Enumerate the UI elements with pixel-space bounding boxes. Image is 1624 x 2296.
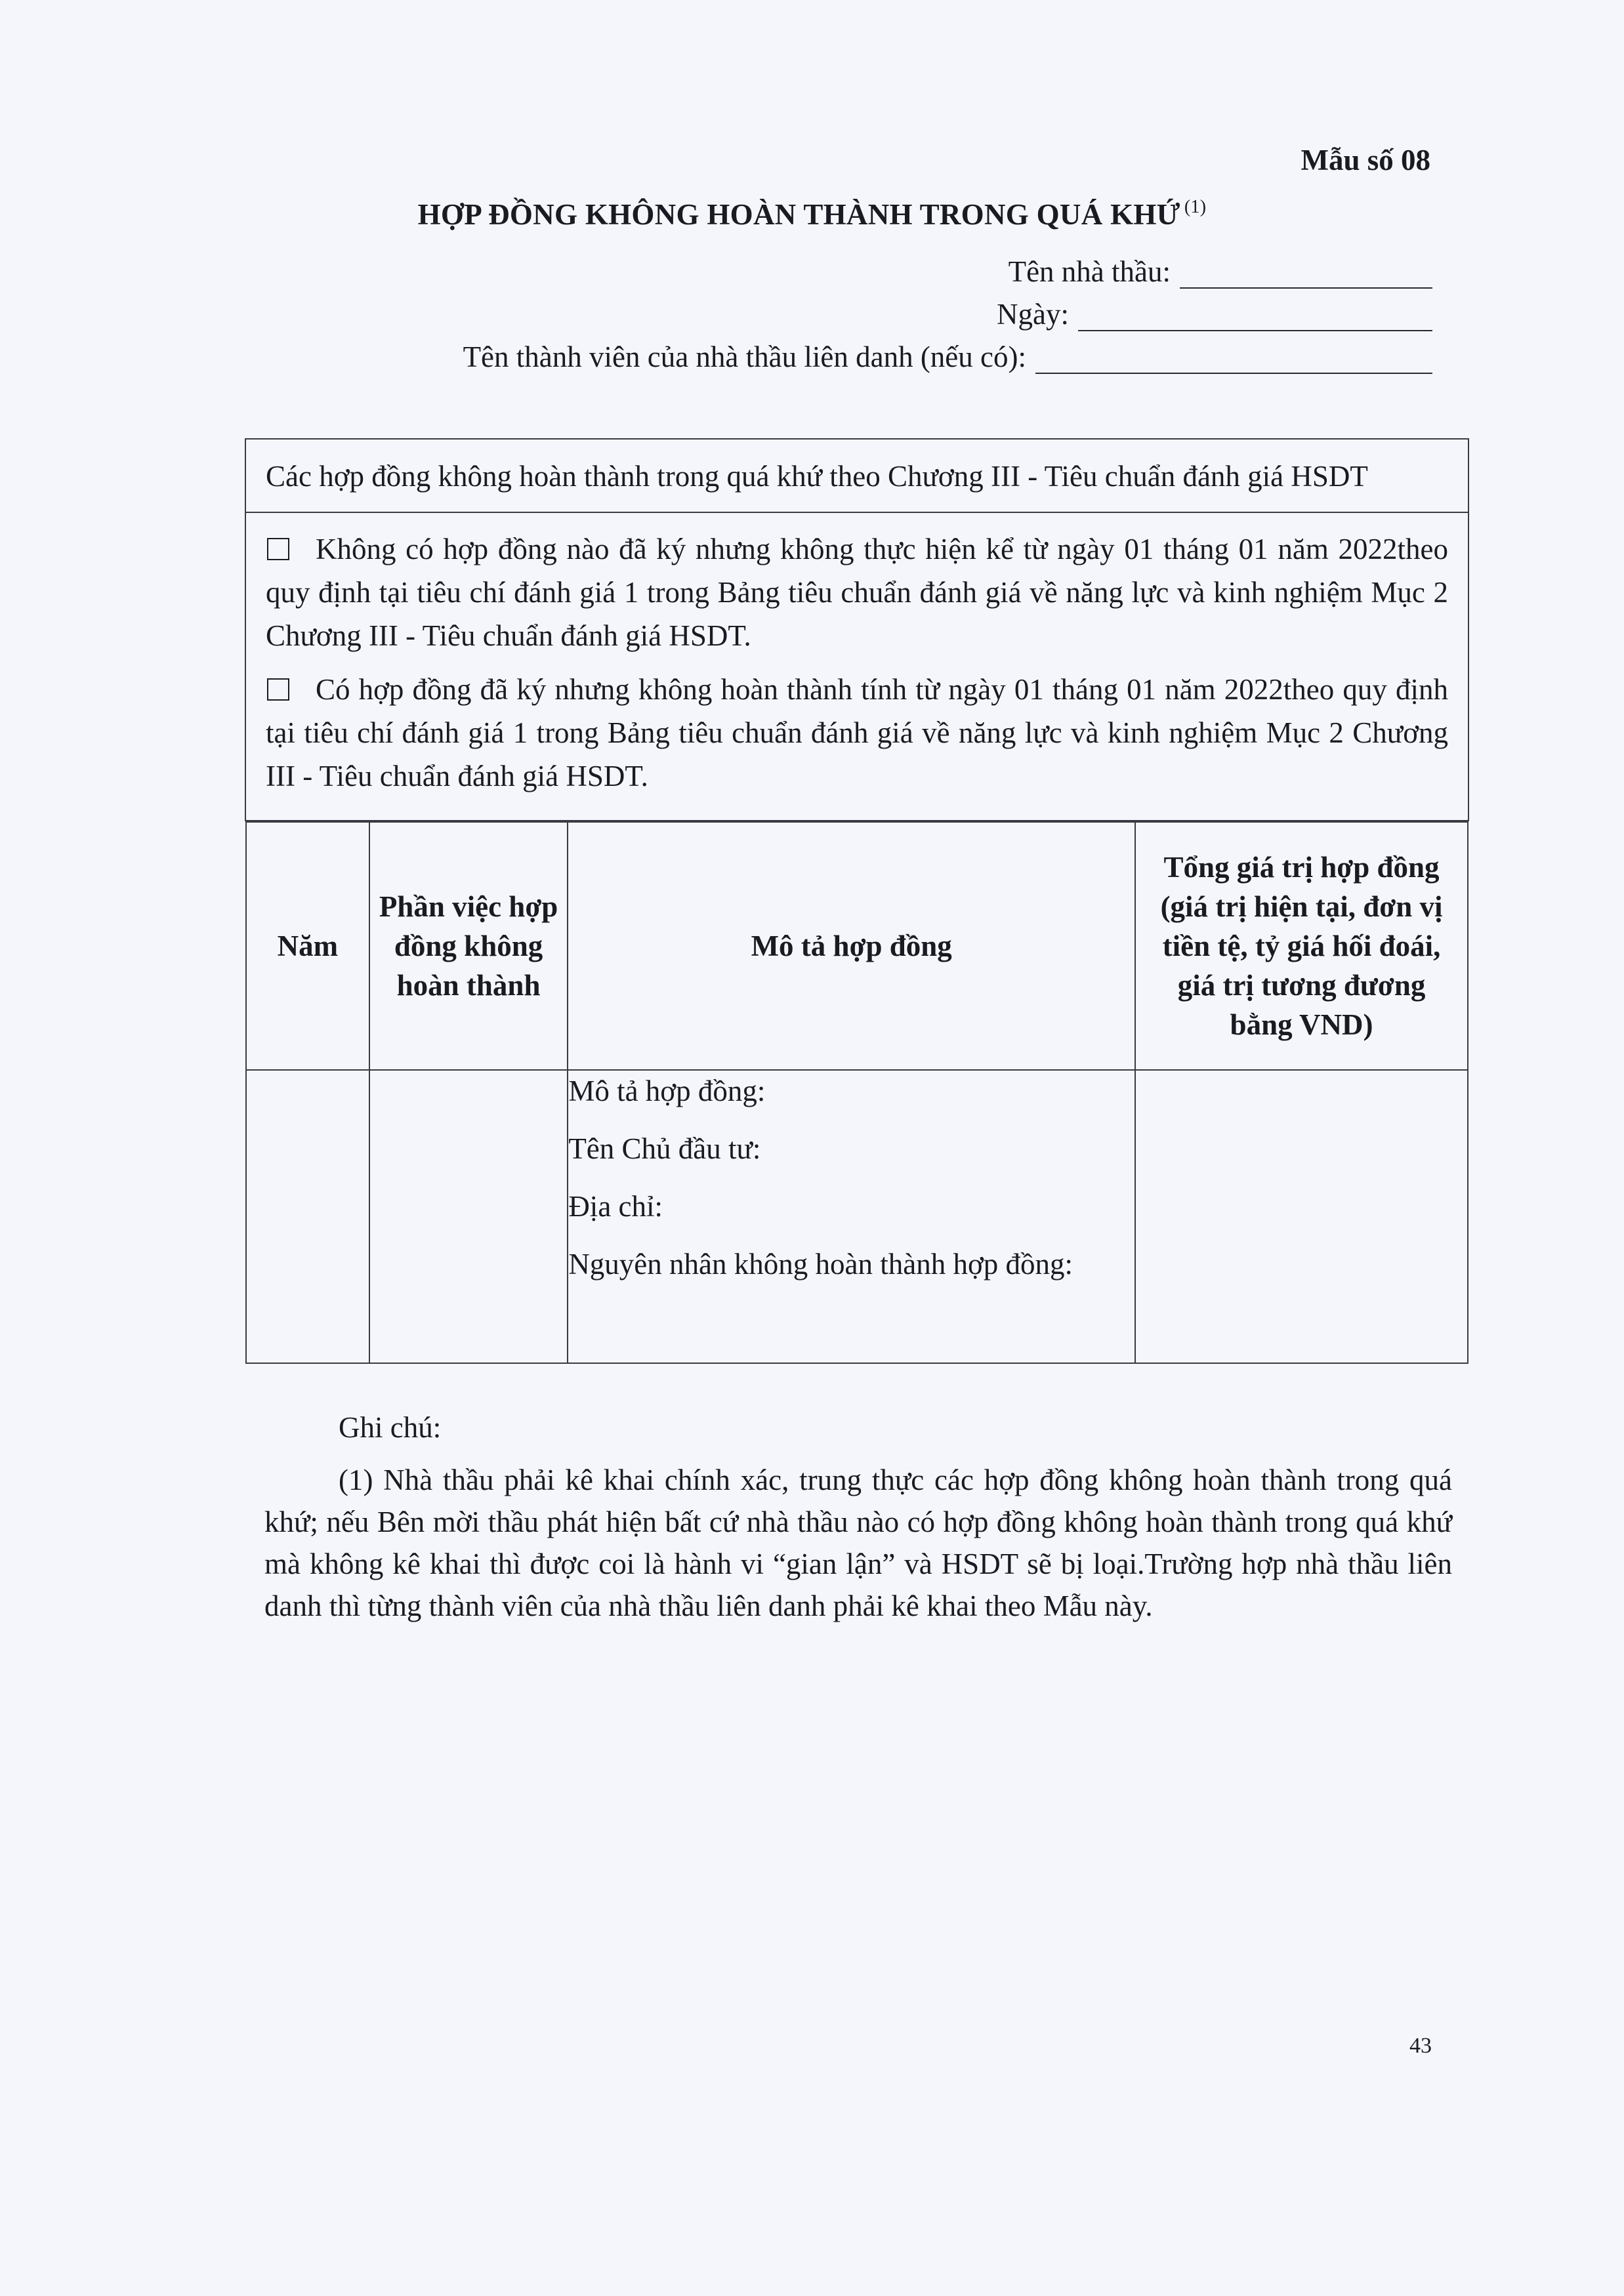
table-row bbox=[246, 1070, 1468, 1363]
joint-venture-member-blank[interactable] bbox=[1035, 346, 1432, 374]
contract-description-line: Mô tả hợp đồng: bbox=[568, 1075, 766, 1107]
description-cell[interactable] bbox=[568, 1070, 1135, 1363]
contractor-name-label: Tên nhà thầu: bbox=[1008, 255, 1171, 288]
date-blank[interactable] bbox=[1078, 304, 1432, 331]
note-1: (1) Nhà thầu phải kê khai chính xác, trung thực các hợp đồng không hoàn thành trong quá khứ; nếu Bên mời thầu phát hiện bất cứ nhà thầu nào có hợp đồng không hoàn thành trong quá khứ mà không kê khai thì được coi là hành vi “gian lận” và HSDT sẽ bị loại.Trường hợp nhà thầu liên danh thì từng thành viên của nhà thầu liên danh phải kê khai theo Mẫu này. bbox=[264, 1464, 1452, 1622]
date-field bbox=[997, 297, 1432, 331]
title-footnote-marker: (1) bbox=[1184, 197, 1207, 217]
address-line: Địa chỉ: bbox=[568, 1190, 663, 1223]
option-has-contracts bbox=[266, 668, 1448, 798]
contracts-table bbox=[245, 438, 1469, 1364]
total-value-cell[interactable] bbox=[1135, 1070, 1468, 1363]
page-number: 43 bbox=[1409, 2034, 1432, 2058]
year-cell[interactable] bbox=[246, 1070, 369, 1363]
option-no-contracts bbox=[266, 527, 1448, 657]
date-label: Ngày: bbox=[997, 298, 1069, 331]
column-year: Năm bbox=[246, 822, 369, 1070]
title-text: HỢP ĐỒNG KHÔNG HOÀN THÀNH TRONG QUÁ KHỨ bbox=[417, 198, 1180, 231]
notes-section bbox=[264, 1404, 1452, 1627]
investor-name-line: Tên Chủ đầu tư: bbox=[568, 1132, 761, 1165]
incomplete-part-cell[interactable] bbox=[369, 1070, 568, 1363]
table-heading: Các hợp đồng không hoàn thành trong quá khứ theo Chương III - Tiêu chuẩn đánh giá HSDT bbox=[245, 439, 1468, 512]
reason-line: Nguyên nhân không hoàn thành hợp đồng: bbox=[568, 1248, 1073, 1281]
notes-label: Ghi chú: bbox=[339, 1411, 442, 1444]
detail-table bbox=[245, 821, 1468, 1364]
option-has-contracts-text: Có hợp đồng đã ký nhưng không hoàn thành tính từ ngày 01 tháng 01 năm 2022theo quy định tại tiêu chí đánh giá 1 trong Bảng tiêu chuẩn đánh giá về năng lực và kinh nghiệm Mục 2 Chương III - Tiêu chuẩn đánh giá HSDT. bbox=[266, 673, 1448, 792]
detail-table-cell bbox=[245, 821, 1468, 1364]
detail-header-row bbox=[246, 822, 1468, 1070]
form-number: Mẫu số 08 bbox=[1301, 144, 1430, 176]
option-no-contracts-text: Không có hợp đồng nào đã ký nhưng không thực hiện kể từ ngày 01 tháng 01 năm 2022theo quy định tại tiêu chí đánh giá 1 trong Bảng tiêu chuẩn đánh giá về năng lực và kinh nghiệm Mục 2 Chương III - Tiêu chuẩn đánh giá HSDT. bbox=[266, 533, 1448, 652]
contractor-name-field bbox=[1009, 255, 1432, 289]
options-cell bbox=[245, 512, 1468, 821]
checkbox-no-contracts[interactable] bbox=[267, 538, 289, 560]
joint-venture-member-field bbox=[463, 340, 1432, 374]
column-description: Mô tả hợp đồng bbox=[568, 822, 1135, 1070]
column-incomplete-part: Phần việc hợp đồng không hoàn thành bbox=[369, 822, 568, 1070]
checkbox-has-contracts[interactable] bbox=[267, 678, 289, 701]
joint-venture-member-label: Tên thành viên của nhà thầu liên danh (nếu có): bbox=[463, 340, 1026, 373]
column-total-value: Tổng giá trị hợp đồng (giá trị hiện tại, đơn vị tiền tệ, tỷ giá hối đoái, giá trị tương đương bằng VND) bbox=[1135, 822, 1468, 1070]
page-title bbox=[0, 197, 1624, 232]
contractor-name-blank[interactable] bbox=[1180, 261, 1432, 289]
